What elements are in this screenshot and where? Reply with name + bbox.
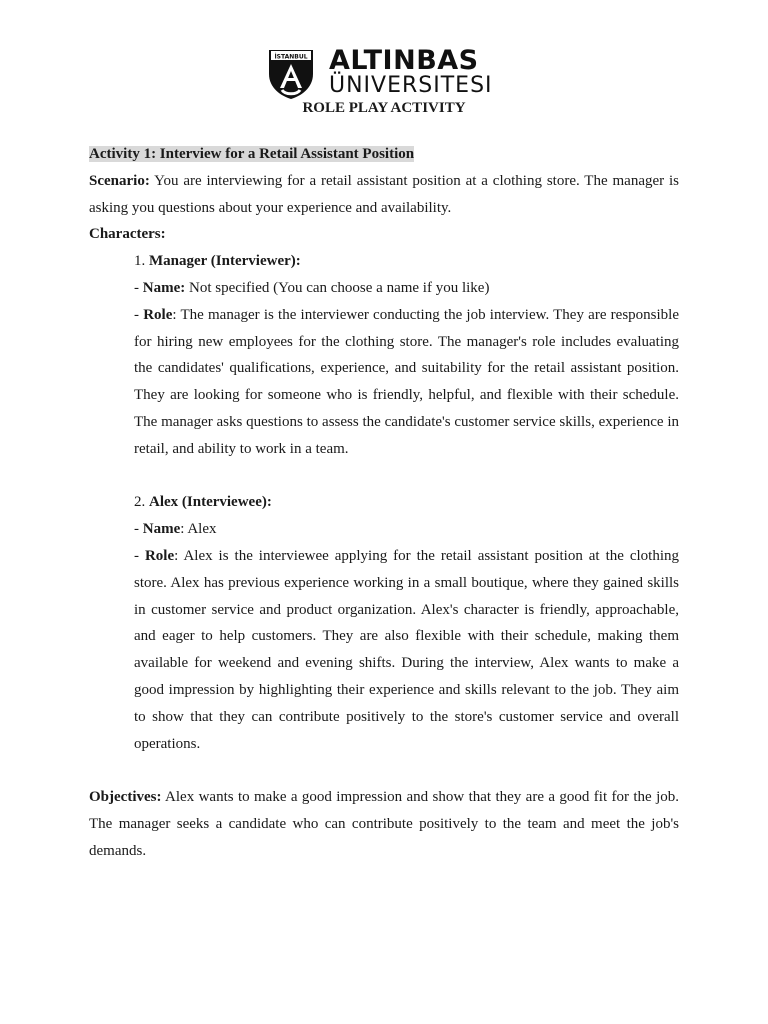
logo-city-text: İSTANBUL [274, 53, 308, 61]
spacer [89, 757, 679, 784]
document-body [89, 141, 679, 865]
alex-role-prefix: - [134, 547, 145, 564]
manager-role-text: : The manager is the interviewer conducting the job interview. They are responsible for hiring new employees for the clothing store. The manager's role includes evaluating the candidates' qualifications, experience, and suitability for the retail assistant position. They are looking for someone who is friendly, helpful, and flexible with their schedule. The manager asks questions to assess the candidate's customer service skills, experience in retail, and ability to work in a team. [134, 306, 679, 457]
page-title: ROLE PLAY ACTIVITY [302, 100, 466, 116]
alex-number: 2. [134, 494, 149, 511]
scenario-label: Scenario: [89, 172, 150, 189]
manager-name-prefix: - [134, 279, 143, 296]
manager-name-label: Name: [142, 279, 186, 296]
characters-label: Characters: [89, 226, 166, 243]
manager-role-prefix: - [134, 306, 144, 323]
objectives-paragraph [89, 784, 679, 864]
alex-name-label: Name [142, 521, 181, 538]
manager-name-text: Not specified (You can choose a name if you like) [185, 279, 490, 296]
scenario-paragraph [89, 168, 679, 222]
characters-heading [89, 221, 679, 248]
alex-name-line [134, 516, 679, 543]
objectives-text: Alex wants to make a good impression and show that they are a good fit for the job. The manager seeks a candidate who can contribute positively to the team and meet the job's demands. [89, 789, 679, 859]
spacer [89, 463, 679, 490]
logo-subtitle: ÜNIVERSITESI [329, 73, 493, 98]
logo-name: ALTINBAS [329, 45, 479, 76]
manager-name-line [134, 275, 679, 302]
alex-name-text: : Alex [180, 521, 217, 538]
activity-heading: Activity 1: Interview for a Retail Assistant Position [89, 146, 415, 162]
manager-number: 1. [134, 253, 149, 270]
scenario-text: You are interviewing for a retail assistant position at a clothing store. The manager is asking you questions about your experience and availability. [89, 172, 679, 216]
manager-role-paragraph [134, 302, 679, 463]
alex-role-label: Role [144, 547, 175, 564]
manager-heading-line [134, 248, 679, 275]
shield-emblem-icon [265, 44, 317, 100]
alex-role-text: : Alex is the interviewee applying for the retail assistant position at the clothing store. Alex has previous experience working in a small boutique, where they gained skills in customer service and product organization. Alex's character is friendly, approachable, and eager to help customers. They are also flexible with their schedule, making them available for weekend and evening shifts. During the interview, Alex wants to make a good impression by highlighting their experience and skills relevant to the job. They aim to show that they can contribute positively to the store's customer service and overall operations. [134, 547, 680, 752]
alex-role-paragraph [134, 543, 679, 757]
objectives-label: Objectives: [89, 789, 162, 806]
alex-heading-line [134, 489, 679, 516]
alex-heading: Alex (Interviewee): [149, 494, 272, 511]
manager-heading: Manager (Interviewer): [149, 253, 301, 270]
activity-heading-line [89, 141, 679, 168]
alex-name-prefix: - [134, 521, 143, 538]
manager-role-label: Role [143, 306, 173, 323]
university-logo [265, 44, 505, 100]
